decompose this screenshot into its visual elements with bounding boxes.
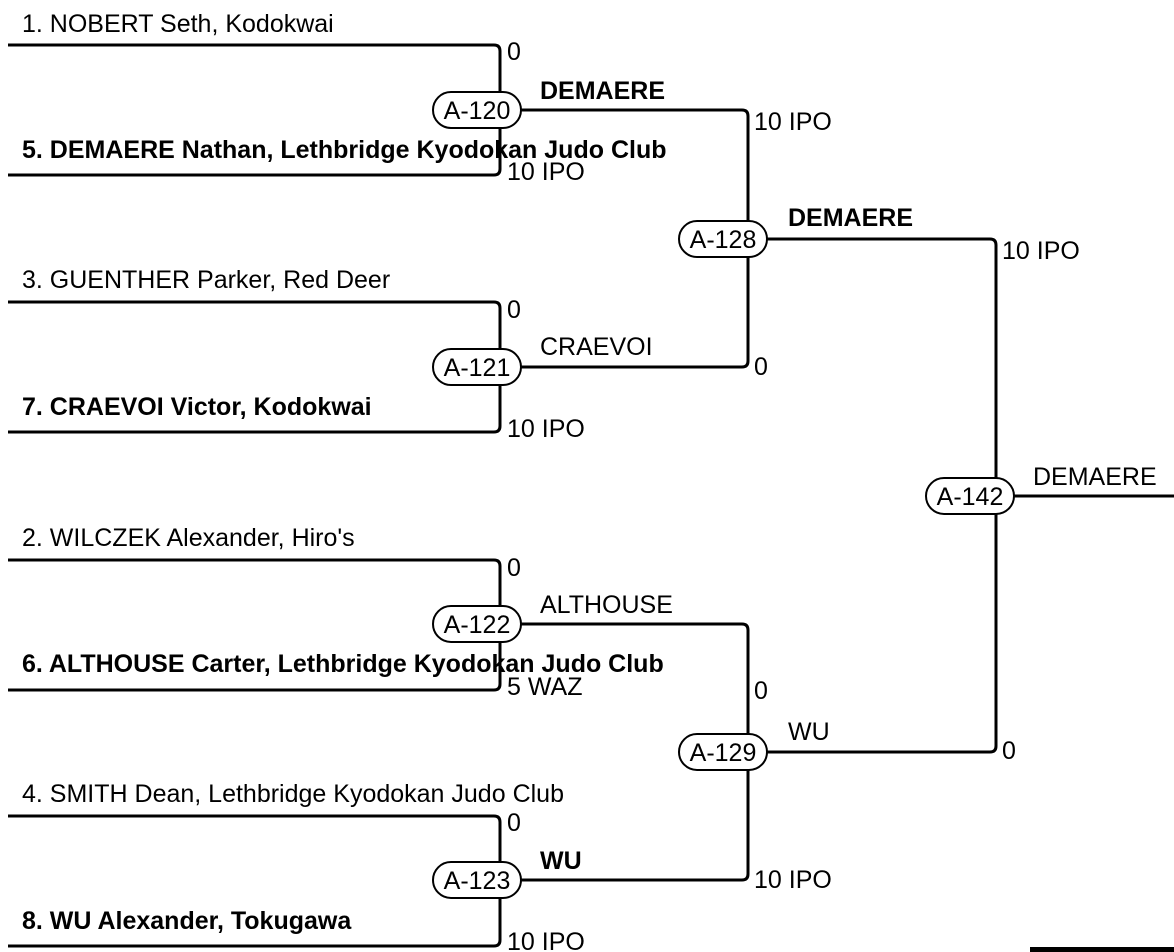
match-winner: WU <box>540 847 582 875</box>
match-score: 0 <box>507 809 521 837</box>
match-node <box>433 862 521 898</box>
match-winner: DEMAERE <box>540 77 666 105</box>
match-score: 10 IPO <box>754 866 832 894</box>
match-score: 10 IPO <box>507 158 585 186</box>
match-score: 5 WAZ <box>507 673 583 701</box>
match-score: 0 <box>507 38 521 66</box>
match-node <box>926 478 1014 514</box>
svg-text:A-121: A-121 <box>443 354 511 382</box>
svg-text:A-142: A-142 <box>936 483 1004 511</box>
match-winner: ALTHOUSE <box>540 591 673 619</box>
svg-text:A-129: A-129 <box>689 739 757 767</box>
match-node <box>679 734 767 770</box>
competitor-name: 6. ALTHOUSE Carter, Lethbridge Kyodokan Judo Club <box>22 650 664 678</box>
competitor-name: 4. SMITH Dean, Lethbridge Kyodokan Judo Club <box>22 780 564 808</box>
competitor-name: 8. WU Alexander, Tokugawa <box>22 907 352 935</box>
match-score: 10 IPO <box>1002 237 1080 265</box>
competitor-name: 1. NOBERT Seth, Kodokwai <box>22 10 334 38</box>
match-score: 0 <box>754 353 768 381</box>
match-score: 10 IPO <box>507 928 585 952</box>
match-score: 10 IPO <box>754 108 832 136</box>
match-node <box>433 349 521 385</box>
svg-text:A-123: A-123 <box>443 867 511 895</box>
competitor-name: 2. WILCZEK Alexander, Hiro's <box>22 524 355 552</box>
match-winner: DEMAERE <box>788 204 914 232</box>
page-edge-bar <box>1030 947 1174 952</box>
match-score: 10 IPO <box>507 415 585 443</box>
match-node <box>433 606 521 642</box>
match-score: 0 <box>754 677 768 705</box>
svg-text:A-128: A-128 <box>689 226 757 254</box>
match-score: 0 <box>1002 737 1016 765</box>
match-node <box>433 92 521 128</box>
svg-text:A-122: A-122 <box>443 611 511 639</box>
match-winner: CRAEVOI <box>540 333 653 361</box>
match-score: 0 <box>507 554 521 582</box>
match-node <box>679 221 767 257</box>
match-score: 0 <box>507 296 521 324</box>
competitor-name: 5. DEMAERE Nathan, Lethbridge Kyodokan Judo Club <box>22 136 667 164</box>
competitor-name: 3. GUENTHER Parker, Red Deer <box>22 266 391 294</box>
match-winner: DEMAERE <box>1033 463 1157 491</box>
competitor-name: 7. CRAEVOI Victor, Kodokwai <box>22 393 372 421</box>
match-winner: WU <box>788 718 830 746</box>
svg-text:A-120: A-120 <box>443 97 511 125</box>
